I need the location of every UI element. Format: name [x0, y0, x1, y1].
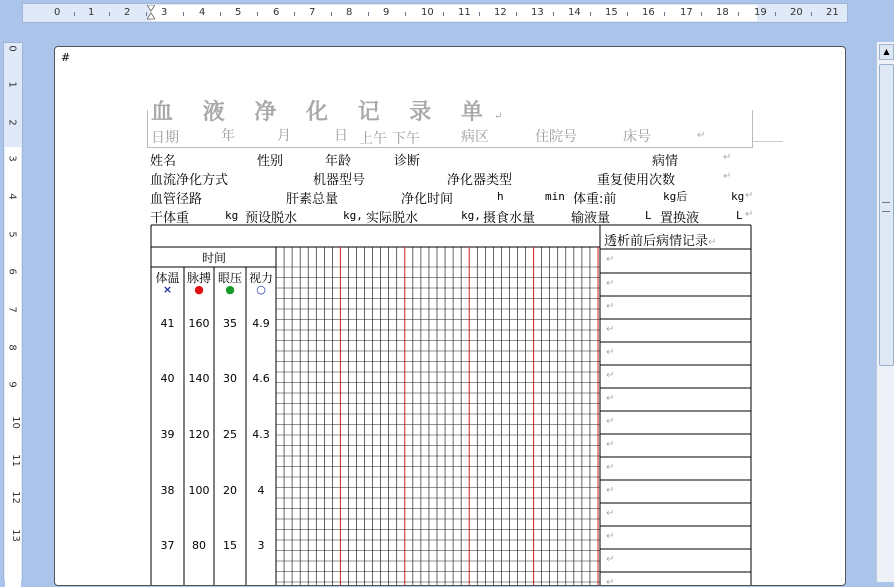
method-label: 血流净化方式 — [150, 173, 229, 188]
vital-column-label: 体温 — [155, 271, 180, 285]
dry-weight-label: 干体重 — [150, 211, 190, 226]
scroll-thumb[interactable] — [879, 64, 894, 366]
paragraph-mark: ↵ — [697, 130, 706, 141]
ruler-number: 21 — [826, 7, 839, 18]
sex-label: 性别 — [257, 154, 284, 169]
scale-value: 37 — [160, 539, 175, 552]
paragraph-mark: ↵ — [723, 171, 732, 182]
paragraph-mark: ↵ — [606, 254, 615, 265]
month-label: 月 — [277, 128, 291, 144]
scale-value: 15 — [223, 539, 237, 552]
ruler-number: 4 — [199, 7, 206, 18]
paragraph-mark: ↵ — [606, 416, 615, 427]
paragraph-mark: ↵ — [606, 278, 615, 289]
admission-no-label: 住院号 — [535, 129, 577, 145]
am-label: 上午 — [359, 131, 387, 147]
legend-symbol-icon: ● — [194, 283, 204, 296]
ruler-number: 19 — [754, 7, 767, 18]
paragraph-mark: ↵ — [745, 190, 754, 201]
ruler-tick — [74, 12, 75, 16]
ruler-tick — [553, 12, 554, 16]
scale-value: 41 — [160, 317, 175, 330]
ruler-tick — [664, 12, 665, 16]
kg-unit: kg — [731, 190, 745, 203]
scale-value: 20 — [223, 484, 237, 497]
ruler-number: 3 — [161, 7, 168, 18]
time-header: 时间 — [201, 251, 226, 265]
paragraph-mark: ↵ — [606, 462, 615, 473]
scale-value: 160 — [188, 317, 210, 330]
paragraph-mark: ↵ — [745, 209, 754, 220]
ruler-number: 10 — [421, 7, 434, 18]
paragraph-mark: ↵ — [606, 324, 615, 335]
liter-unit: L — [736, 209, 743, 222]
ruler-number: 3 — [6, 155, 18, 162]
ruler-number: 5 — [6, 231, 18, 238]
year-label: 年 — [221, 128, 235, 144]
planned-uf-label: 预设脱水 — [245, 211, 298, 226]
ruler-number: 6 — [273, 7, 280, 18]
condition-label: 病情 — [652, 154, 679, 169]
scale-value: 40 — [160, 372, 175, 385]
scale-value: 80 — [192, 539, 206, 552]
heparin-total-label: 肝素总量 — [286, 192, 339, 207]
weight-pre-label: 体重:前 — [573, 192, 617, 207]
paragraph-mark: ↵ — [606, 370, 615, 381]
replacement-label: 置换液 — [660, 211, 700, 226]
legend-symbol-icon: × — [162, 283, 173, 296]
scale-value: 140 — [188, 372, 210, 385]
ruler-tick — [331, 12, 332, 16]
vital-column-label: 眼压 — [217, 271, 242, 285]
scale-value: 39 — [160, 428, 175, 441]
ruler-number: 0 — [6, 45, 18, 52]
ruler-number: 16 — [642, 7, 655, 18]
ruler-tick — [183, 12, 184, 16]
infusion-label: 输液量 — [571, 211, 611, 226]
scale-value: 4.3 — [252, 428, 270, 441]
paragraph-mark: ↵ — [606, 347, 615, 358]
header-box — [147, 110, 753, 148]
ruler-text-area — [5, 147, 21, 587]
vital-column-label: 视力 — [248, 271, 273, 285]
ruler-tick — [257, 12, 258, 16]
bed-no-label: 床号 — [623, 129, 651, 145]
ruler-number: 7 — [309, 7, 316, 18]
ruler-number: 8 — [6, 344, 18, 351]
kg-unit: kg, — [343, 209, 363, 222]
age-label: 年龄 — [325, 154, 352, 169]
ruler-number: 13 — [531, 7, 544, 18]
ruler-number: 12 — [9, 491, 21, 504]
diagnosis-label: 诊断 — [394, 154, 421, 169]
scale-value: 38 — [160, 484, 175, 497]
intake-label: 摄食水量 — [483, 211, 536, 226]
ruler-number: 20 — [790, 7, 803, 18]
ruler-tick — [479, 12, 480, 16]
document-page[interactable] — [54, 46, 846, 586]
ruler-number: 12 — [494, 7, 507, 18]
ruler-number: 14 — [568, 7, 581, 18]
ruler-text-area — [151, 5, 757, 21]
ruler-number: 11 — [9, 454, 21, 467]
weight-post-label: kg后 — [663, 190, 688, 203]
legend-symbol-icon: ○ — [256, 283, 266, 296]
scale-value: 3 — [257, 539, 265, 552]
purification-time-label: 净化时间 — [401, 192, 454, 207]
minutes-unit: min — [545, 190, 565, 203]
ruler-number: 0 — [54, 7, 61, 18]
liter-unit: L — [645, 209, 652, 222]
scale-value: 4.9 — [252, 317, 270, 330]
scroll-up-icon[interactable]: ▲ — [879, 44, 894, 60]
ruler-number: 7 — [6, 306, 18, 313]
ruler-tick — [516, 12, 517, 16]
ruler-number: 11 — [458, 7, 471, 18]
paragraph-mark: ↵ — [606, 508, 615, 519]
ruler-number: 1 — [6, 81, 18, 88]
paragraph-mark: ↵ — [606, 485, 615, 496]
vertical-scrollbar[interactable] — [876, 42, 894, 582]
ruler-tick — [775, 12, 776, 16]
ruler-number: 9 — [383, 7, 390, 18]
date-label: 日期 — [151, 130, 179, 146]
side-record-header: 透析前后病情记录↵ — [604, 234, 717, 249]
ruler-tick — [443, 12, 444, 16]
ruler-number: 15 — [605, 7, 618, 18]
ruler-tick — [294, 12, 295, 16]
ruler-tick — [109, 12, 110, 16]
paragraph-mark: ↵ — [606, 301, 615, 312]
scale-value: 35 — [223, 317, 237, 330]
scale-value: 4 — [257, 484, 265, 497]
kg-unit: kg — [225, 209, 239, 222]
ruler-number: 8 — [346, 7, 353, 18]
ruler-tick — [627, 12, 628, 16]
ruler-tick — [738, 12, 739, 16]
purifier-type-label: 净化器类型 — [447, 173, 513, 188]
day-label: 日 — [334, 128, 348, 144]
scale-value: 30 — [223, 372, 237, 385]
scale-value: 25 — [223, 428, 237, 441]
reuse-count-label: 重复使用次数 — [597, 173, 676, 188]
legend-symbol-icon: ● — [225, 283, 235, 296]
ruler-number: 13 — [9, 529, 21, 542]
paragraph-mark: ↵ — [606, 554, 615, 565]
ruler-number: 5 — [235, 7, 242, 18]
ruler-tick — [590, 12, 591, 16]
ruler-tick — [811, 12, 812, 16]
scale-value: 100 — [188, 484, 210, 497]
header-rule — [753, 141, 783, 142]
scale-value: 4.6 — [252, 372, 270, 385]
scroll-grip-icon — [882, 202, 890, 212]
paragraph-mark: ↵ — [606, 393, 615, 404]
ruler-number: 10 — [9, 416, 21, 429]
paragraph-mark: ↵ — [606, 439, 615, 450]
ruler-number: 2 — [6, 119, 18, 126]
vascular-access-label: 血管径路 — [150, 192, 203, 207]
pm-label: 下午 — [392, 131, 420, 147]
machine-label: 机器型号 — [313, 173, 366, 188]
ruler-tick — [368, 12, 369, 16]
paragraph-mark: ↵ — [606, 577, 615, 586]
indent-marker-icon[interactable] — [147, 5, 155, 21]
scale-value: 120 — [188, 428, 210, 441]
ruler-number: 6 — [6, 268, 18, 275]
paragraph-mark: ↵ — [606, 531, 615, 542]
ruler-number: 18 — [716, 7, 729, 18]
name-label: 姓名 — [150, 154, 177, 169]
ruler-number: 17 — [680, 7, 693, 18]
hours-unit: h — [497, 190, 504, 203]
paragraph-mark: ↵ — [723, 152, 732, 163]
ruler-number: 1 — [88, 7, 95, 18]
document-title: 血 液 净 化 记 录 单↵ — [151, 99, 503, 125]
ruler-tick — [405, 12, 406, 16]
ruler-tick — [701, 12, 702, 16]
corner-mark: # — [61, 51, 71, 64]
actual-uf-label: 实际脱水 — [366, 211, 419, 226]
ward-label: 病区 — [461, 129, 489, 145]
ruler-tick — [220, 12, 221, 16]
ruler-number: 9 — [6, 381, 18, 388]
vital-column-label: 脉搏 — [186, 271, 211, 285]
ruler-number: 4 — [6, 193, 18, 200]
ruler-number: 2 — [124, 7, 131, 18]
kg-unit: kg, — [461, 209, 481, 222]
